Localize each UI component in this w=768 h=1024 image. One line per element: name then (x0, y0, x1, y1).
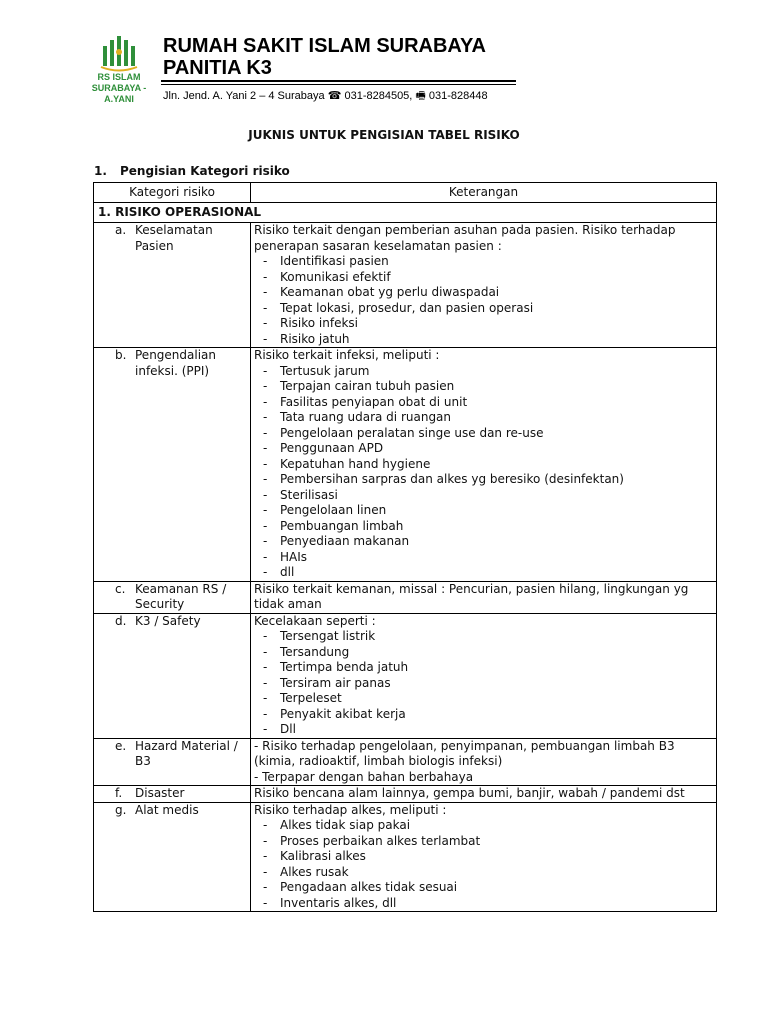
description-list (254, 254, 713, 347)
list-item (254, 834, 713, 850)
list-item-text: Keamanan obat yg perlu diwaspadai (280, 285, 500, 299)
table-header-row (94, 183, 717, 203)
description-text: Risiko bencana alam lainnya, gempa bumi, banjir, wabah / pandemi dst (254, 786, 685, 800)
list-item-text: Pengelolaan peralatan singe use dan re-use (280, 425, 544, 440)
description-text: Risiko terkait infeksi, meliputi : (254, 348, 440, 362)
list-item (254, 849, 713, 865)
list-item-text: Penyediaan makanan (280, 534, 410, 548)
list-item (254, 410, 713, 426)
list-dash: - (263, 394, 268, 409)
category-cell (94, 581, 251, 613)
category-letter: f. (115, 786, 123, 800)
list-item (254, 254, 713, 270)
category-name: Pengendalian infeksi. (PPI) (135, 348, 216, 378)
list-item-text: Alkes tidak siap pakai (280, 818, 411, 832)
list-dash: - (263, 379, 268, 393)
category-letter: e. (115, 738, 127, 753)
description-text: Risiko terhadap alkes, meliputi : (254, 802, 447, 817)
category-name: Alat medis (135, 802, 199, 817)
category-letter: g. (115, 802, 127, 817)
description-cell (251, 786, 717, 803)
category-name: Disaster (135, 786, 185, 800)
table-row (94, 786, 717, 803)
list-item (254, 503, 713, 519)
list-item (254, 395, 713, 411)
list-item-text: Pengelolaan linen (280, 503, 387, 517)
list-item (254, 457, 713, 473)
list-dash: - (263, 534, 268, 548)
list-item-text: Penggunaan APD (280, 441, 384, 455)
group-title: 1. RISIKO OPERASIONAL (94, 203, 717, 223)
description-list (254, 818, 713, 911)
list-item (254, 880, 713, 896)
category-letter: b. (115, 348, 127, 362)
header-rule-thin (161, 84, 516, 85)
description-list (254, 364, 713, 581)
list-dash: - (263, 864, 268, 879)
category-label (97, 223, 247, 254)
list-item-text: Alkes rusak (280, 864, 349, 879)
list-dash: - (263, 895, 268, 910)
list-item-text: Pembersihan sarpras dan alkes yg beresiko (desinfektan) (280, 472, 624, 486)
list-item-text: Kepatuhan hand hygiene (280, 456, 431, 471)
list-item-text: Tersandung (280, 644, 350, 659)
list-dash: - (263, 269, 268, 284)
list-item (254, 379, 713, 395)
description-text: Kecelakaan seperti : (254, 613, 376, 628)
category-name: Keamanan RS / Security (135, 581, 227, 611)
list-dash: - (263, 691, 268, 705)
description-cell (251, 738, 717, 786)
list-dash: - (263, 675, 268, 690)
section-label: Pengisian Kategori risiko (120, 164, 290, 178)
list-item (254, 565, 713, 581)
list-item-text: Tersiram air panas (280, 675, 391, 690)
list-item-text: Identifikasi pasien (280, 254, 389, 268)
list-item-text: Proses perbaikan alkes terlambat (280, 833, 481, 848)
table-row (94, 348, 717, 582)
list-item (254, 676, 713, 692)
list-item-text: Tertusuk jarum (280, 363, 370, 378)
list-item-text: Dll (280, 722, 296, 736)
list-dash: - (263, 706, 268, 721)
description-cell (251, 802, 717, 912)
list-item (254, 550, 713, 566)
list-item-text: Risiko jatuh (280, 331, 350, 346)
description-cell (251, 613, 717, 738)
list-dash: - (263, 518, 268, 533)
list-item (254, 316, 713, 332)
list-item (254, 426, 713, 442)
list-item (254, 441, 713, 457)
section-number: 1. (94, 164, 107, 178)
list-item-text: Penyakit akibat kerja (280, 706, 406, 721)
category-letter: c. (115, 581, 126, 596)
list-item (254, 332, 713, 348)
category-cell (94, 802, 251, 912)
list-item (254, 301, 713, 317)
list-item (254, 691, 713, 707)
list-item (254, 534, 713, 550)
category-label (97, 786, 247, 802)
list-item (254, 519, 713, 535)
category-letter: a. (115, 223, 127, 237)
list-item (254, 707, 713, 723)
hospital-name: RUMAH SAKIT ISLAM SURABAYA (163, 35, 486, 57)
list-item-text: Terpeleset (280, 691, 342, 705)
list-item (254, 472, 713, 488)
list-dash: - (263, 456, 268, 471)
list-item (254, 865, 713, 881)
list-dash: - (263, 660, 268, 674)
list-dash: - (263, 331, 268, 346)
description-cell (251, 223, 717, 348)
list-item-text: Risiko infeksi (280, 316, 359, 330)
list-dash: - (263, 565, 268, 579)
list-dash: - (263, 629, 268, 643)
list-dash: - (263, 644, 268, 659)
list-item (254, 488, 713, 504)
list-item-text: Tata ruang udara di ruangan (280, 410, 452, 424)
list-item-text: dll (280, 565, 295, 579)
list-item-text: Kalibrasi alkes (280, 849, 366, 863)
category-name: K3 / Safety (135, 613, 201, 628)
description-cell (251, 581, 717, 613)
category-cell (94, 786, 251, 803)
list-dash: - (263, 254, 268, 268)
risk-category-table (93, 182, 717, 912)
list-item (254, 270, 713, 286)
category-letter: d. (115, 613, 127, 628)
list-item-text: Sterilisasi (280, 487, 338, 502)
list-dash: - (263, 363, 268, 378)
list-item (254, 722, 713, 738)
document-title: JUKNIS UNTUK PENGISIAN TABEL RISIKO (248, 128, 520, 142)
committee-name: PANITIA K3 (163, 57, 272, 79)
description-text: - Risiko terhadap pengelolaan, penyimpanan, pembuangan limbah B3 (kimia, radioaktif, limbah biologis infeksi) - Terpapar dengan bahan berbahaya (254, 738, 675, 784)
list-item-text: Pembuangan limbah (280, 518, 404, 533)
list-dash: - (263, 833, 268, 848)
list-item (254, 818, 713, 834)
list-item-text: Inventaris alkes, dll (280, 895, 397, 910)
table-row (94, 223, 717, 348)
list-dash: - (263, 722, 268, 736)
hospital-logo (84, 36, 154, 105)
list-item-text: Terpajan cairan tubuh pasien (280, 379, 455, 393)
list-item-text: Tepat lokasi, prosedur, dan pasien operasi (280, 300, 534, 315)
category-cell (94, 738, 251, 786)
header-rule-thick (161, 80, 516, 82)
table-row (94, 738, 717, 786)
description-list (254, 629, 713, 738)
list-dash: - (263, 880, 268, 894)
list-item-text: Fasilitas penyiapan obat di unit (280, 394, 468, 409)
table-row (94, 581, 717, 613)
category-label (97, 803, 247, 819)
category-cell (94, 613, 251, 738)
category-label (97, 582, 247, 613)
list-item-text: Tersengat listrik (280, 629, 376, 643)
category-label (97, 739, 247, 770)
list-item (254, 896, 713, 912)
list-dash: - (263, 300, 268, 315)
list-dash: - (263, 316, 268, 330)
hospital-address: Jln. Jend. A. Yani 2 – 4 Surabaya ☎ 031-8284505, 🖷 031-828448 (163, 90, 488, 102)
category-name: Keselamatan Pasien (135, 223, 213, 253)
logo-name-line1: RS ISLAM (97, 72, 141, 82)
list-dash: - (263, 410, 268, 424)
section-heading (94, 164, 290, 178)
list-item-text: Pengadaan alkes tidak sesuai (280, 880, 458, 894)
list-item (254, 364, 713, 380)
list-dash: - (263, 503, 268, 517)
list-item-text: Tertimpa benda jatuh (280, 660, 409, 674)
list-dash: - (263, 285, 268, 299)
column-header-description: Keterangan (251, 183, 717, 203)
list-item (254, 645, 713, 661)
group-row (94, 203, 717, 223)
list-dash: - (263, 549, 268, 564)
list-dash: - (263, 425, 268, 440)
category-cell (94, 348, 251, 582)
table-row (94, 802, 717, 912)
description-text: Risiko terkait dengan pemberian asuhan pada pasien. Risiko terhadap penerapan sasaran keselamatan pasien : (254, 223, 676, 253)
list-dash: - (263, 849, 268, 863)
list-dash: - (263, 472, 268, 486)
category-name: Hazard Material / B3 (135, 738, 238, 768)
column-header-category: Kategori risiko (94, 183, 251, 203)
list-item (254, 629, 713, 645)
list-item-text: Komunikasi efektif (280, 269, 391, 284)
list-item (254, 660, 713, 676)
description-text: Risiko terkait kemanan, missal : Pencurian, pasien hilang, lingkungan yg tidak aman (254, 581, 689, 611)
list-dash: - (263, 441, 268, 455)
category-cell (94, 223, 251, 348)
table-row (94, 613, 717, 738)
category-label (97, 614, 247, 630)
hospital-emblem-icon (99, 36, 139, 72)
list-dash: - (263, 487, 268, 502)
list-item-text: HAIs (280, 549, 308, 564)
description-cell (251, 348, 717, 582)
list-item (254, 285, 713, 301)
logo-name-line2: SURABAYA - A.YANI (91, 83, 147, 104)
list-dash: - (263, 818, 268, 832)
category-label (97, 348, 247, 379)
